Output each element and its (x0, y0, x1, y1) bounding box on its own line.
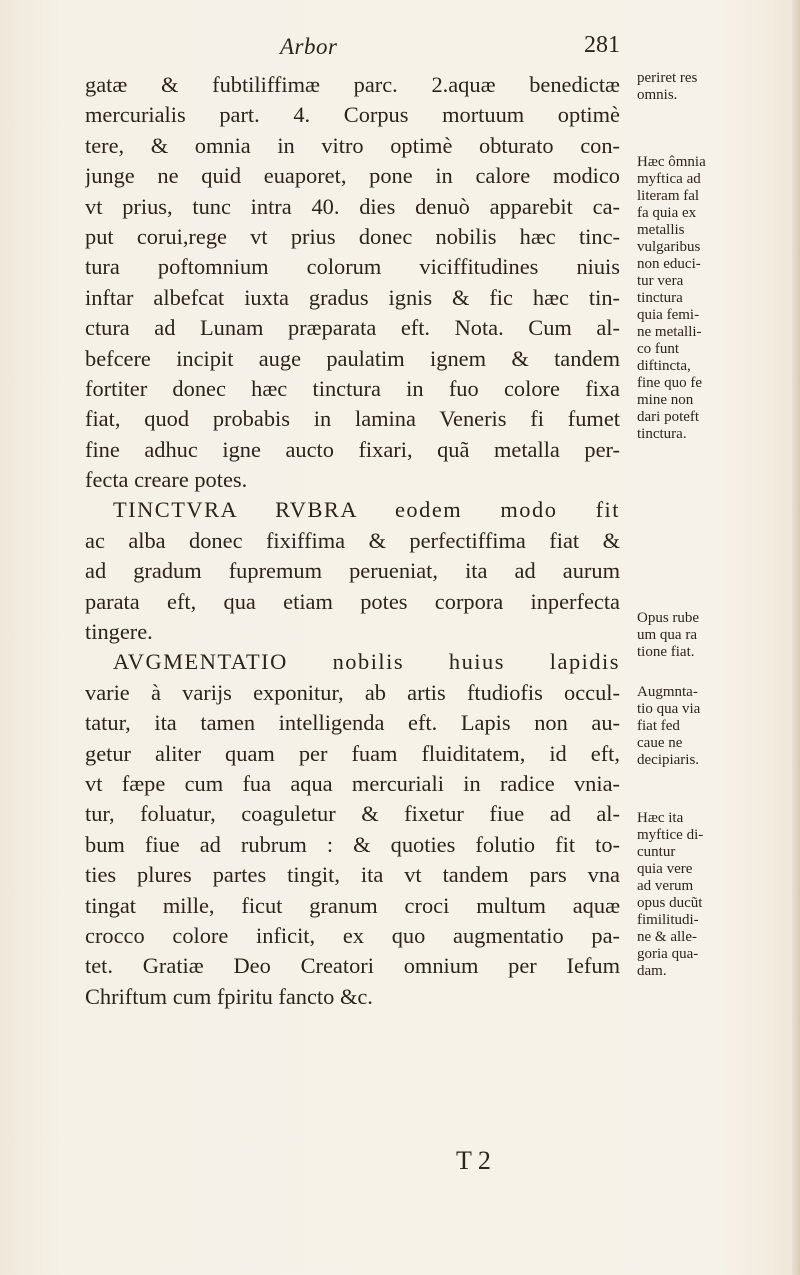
text-line: gatæ & fubtiliffimæ parc. 2.aquæ benedictæ (85, 72, 620, 97)
text-line: mercurialis part. 4. Corpus mortuum optimè (85, 102, 620, 128)
margin-note-periret (637, 70, 777, 104)
margin-note-line: co funt (637, 341, 680, 357)
margin-note-line: myftica ad (637, 171, 701, 187)
text-line: befcere incipit auge paulatim ignem & tandem (85, 345, 620, 371)
text-line: tingat mille, ficut granum croci multum aquæ (85, 892, 620, 918)
margin-note-line: omnis. (637, 87, 678, 103)
text-line: ad gradum fupremum perueniat, ita ad aurum (85, 558, 620, 584)
text-line: ctura ad Lunam præparata eft. Nota. Cum al- (85, 315, 620, 341)
text-line: tura poftomnium colorum viciffitudines niuis (85, 254, 620, 280)
page-header (85, 30, 620, 66)
margin-note-line: ne & alle- (637, 929, 697, 945)
margin-note-line: non educi- (637, 256, 701, 272)
text-line: fecta creare potes. (85, 467, 248, 493)
margin-note-line: metallis (637, 222, 685, 238)
text-line: inftar albefcat iuxta gradus ignis & fic hæc tin- (85, 284, 620, 310)
margin-note-line: periret res (637, 70, 698, 86)
text-line: getur aliter quam per fuam fluiditatem, id eft, (85, 740, 620, 766)
margin-note-line: ne metalli- (637, 324, 702, 340)
margin-note-line: decipiaris. (637, 752, 700, 768)
margin-note-line: fa quia ex (637, 205, 697, 221)
text-line: tet. Gratiæ Deo Creatori omnium per Iefum (85, 953, 620, 979)
margin-note-line: tinctura (637, 290, 683, 306)
margin-note-line: um qua ra (637, 627, 697, 643)
text-line: parata eft, qua etiam potes corpora inperfecta (85, 588, 620, 614)
margin-note-line: tinctura. (637, 426, 687, 442)
margin-note-line: opus ducũt (637, 895, 703, 911)
margin-note-line: cuntur (637, 844, 676, 860)
margin-note-augmentatio (637, 684, 777, 769)
text-line: varie à varijs exponitur, ab artis ftudiofis occul- (85, 679, 620, 705)
margin-note-line: ad verum (637, 878, 694, 894)
text-line: ties plures partes tingit, ita vt tandem pars vna (85, 862, 620, 888)
margin-note-line: Opus rube (637, 610, 700, 626)
text-line: vt prius, tunc intra 40. dies denuò apparebit ca- (85, 193, 620, 219)
margin-note-line: literam fal (637, 188, 700, 204)
margin-note-line: Hæc ita (637, 810, 684, 826)
margin-note-line: dari poteft (637, 409, 700, 425)
text-line: fine adhuc igne aucto fixari, quã metalla per- (85, 436, 620, 462)
margin-note-haec-omnia (637, 154, 777, 443)
text-line: tere, & omnia in vitro optimè obturato con- (85, 132, 620, 158)
section-heading-tinctura-rubra: TINCTVRA RVBRA eodem modo fit (113, 497, 620, 523)
page-number: 281 (584, 32, 620, 58)
margin-note-line: goria qua- (637, 946, 699, 962)
margin-note-line: caue ne (637, 735, 683, 751)
margin-note-line: Augmnta- (637, 684, 698, 700)
margin-note-line: Hæc ômnia (637, 154, 706, 170)
margin-note-line: myftice di- (637, 827, 704, 843)
text-line: bum fiue ad rubrum : & quoties folutio fit to- (85, 831, 620, 857)
text-line: tatur, ita tamen intelligenda eft. Lapis non au- (85, 710, 620, 736)
text-line: ac alba donec fixiffima & perfectiffima fiat & (85, 527, 620, 553)
running-head: Arbor (280, 34, 338, 59)
signature-mark: T 2 (456, 1146, 491, 1175)
text-line: Chriftum cum fpiritu fancto &c. (85, 983, 373, 1009)
text-line: fiat, quod probabis in lamina Veneris fi fumet (85, 406, 620, 432)
text-line: crocco colore inficit, ex quo augmentatio pa- (85, 922, 620, 948)
margin-note-line: diftincta, (637, 358, 691, 374)
margin-note-line: quia femi- (637, 307, 700, 323)
text-line: junge ne quid euaporet, pone in calore modico (85, 163, 620, 189)
margin-note-line: quia vere (637, 861, 693, 877)
text-line: put corui,rege vt prius donec nobilis hæc tinc- (85, 223, 620, 249)
text-line: tur, foluatur, coaguletur & fixetur fiue ad al- (85, 801, 620, 827)
margin-note-line: fine quo fe (637, 375, 702, 391)
margin-note-line: tur vera (637, 273, 684, 289)
margin-note-line: dam. (637, 963, 667, 979)
margin-note-line: vulgaribus (637, 239, 701, 255)
section-heading-augmentatio: AVGMENTATIO nobilis huius lapidis (113, 649, 620, 675)
text-line: vt fæpe cum fua aqua mercuriali in radice vnia- (85, 770, 620, 796)
margin-note-haec-ita (637, 810, 777, 980)
margin-note-line: tio qua via (637, 701, 701, 717)
text-line: fortiter donec hæc tinctura in fuo colore fixa (85, 375, 620, 401)
margin-note-line: fiat fed (637, 718, 680, 734)
text-line: tingere. (85, 619, 153, 645)
margin-note-line: mine non (637, 392, 694, 408)
page-edge (792, 0, 800, 1275)
main-text-block (85, 70, 620, 1012)
margin-note-line: fimilitudi- (637, 912, 699, 928)
margin-note-opus-rubeum (637, 610, 777, 661)
margin-note-line: tione fiat. (637, 644, 695, 660)
